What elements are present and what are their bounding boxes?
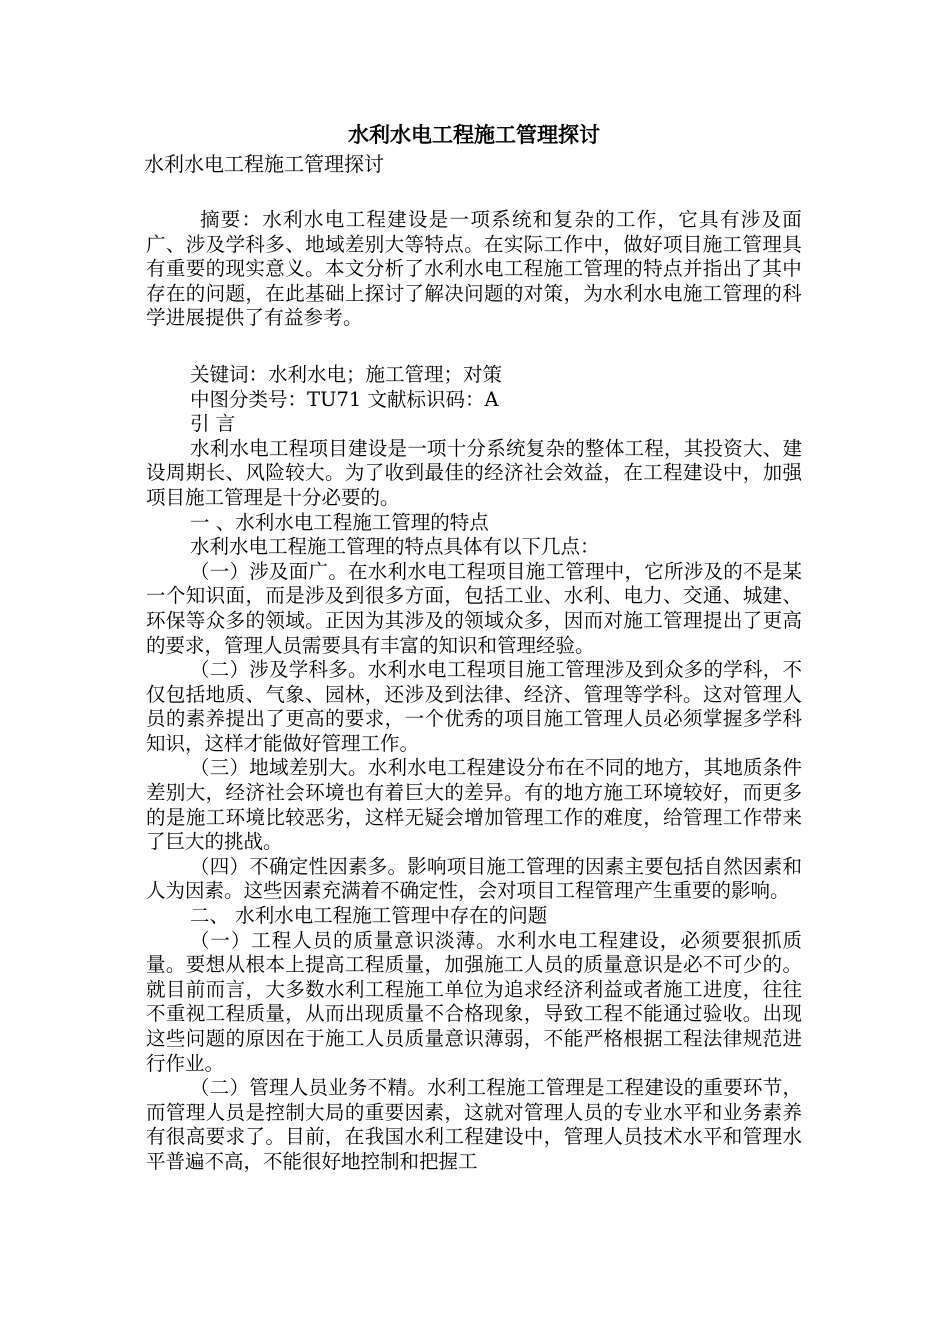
classification-line: 中图分类号：TU71 文献标识码：A — [190, 387, 499, 411]
paragraph-gap — [146, 331, 802, 363]
section-1-item-1: （一）涉及面广。在水利水电工程项目施工管理中，它所涉及的不是某一个知识面，而是涉及到很多方面，包括工业、水利、电力、交通、城建、环保等众多的领域。正因为其涉及的领域众多，因而对施工管理提出了更高的要求，管理人员需要具有丰富的知识和管理经验。 — [146, 559, 802, 657]
document-subtitle: 水利水电工程施工管理探讨 — [144, 152, 384, 176]
abstract-paragraph: 摘要：水利水电工程建设是一项系统和复杂的工作，它具有涉及面广、涉及学科多、地域差别大等特点。在实际工作中，做好项目施工管理具有重要的现实意义。本文分析了水利水电工程施工管理的特点并指出了其中存在的问题，在此基础上探讨了解决问题的对策，为水利水电施工管理的科学进展提供了有益参考。 — [146, 208, 802, 330]
document-page — [146, 120, 802, 1175]
intro-heading: 引 言 — [190, 412, 236, 436]
section-2-item-1: （一）工程人员的质量意识淡薄。水利水电工程建设，必须要狠抓质量。要想从根本上提高工程质量，加强施工人员的质量意识是必不可少的。就目前而言，大多数水利工程施工单位为追求经济利益或者施工进度，往往不重视工程质量，从而出现质量不合格现象，导致工程不能通过验收。出现这些问题的原因在于施工人员质量意识薄弱，不能严格根据工程法律规范进行作业。 — [146, 928, 802, 1075]
keywords-line: 关键词：水利水电；施工管理；对策 — [190, 362, 503, 386]
section-1-item-4: （四）不确定性因素多。影响项目施工管理的因素主要包括自然因素和人为因素。这些因素充满着不确定性，会对项目工程管理产生重要的影响。 — [146, 854, 802, 903]
section-2-item-2: （二）管理人员业务不精。水利工程施工管理是工程建设的重要环节，而管理人员是控制大局的重要因素，这就对管理人员的专业水平和业务素养有很高要求了。目前，在我国水利工程建设中，管理人员技术水平和管理水平普遍不高，不能很好地控制和把握工 — [146, 1076, 802, 1173]
section-1-item-2: （二）涉及学科多。水利水电工程项目施工管理涉及到众多的学科，不仅包括地质、气象、园林，还涉及到法律、经济、管理等学科。这对管理人员的素养提出了更高的要求，一个优秀的项目施工管理人员必须掌握多学科知识，这样才能做好管理工作。 — [146, 658, 802, 755]
section-1-heading: 一 、水利水电工程施工管理的特点 — [190, 510, 489, 534]
intro-paragraph: 水利水电工程项目建设是一项十分系统复杂的整体工程，其投资大、建设周期长、风险较大。为了收到最佳的经济社会效益，在工程建设中，加强项目施工管理是十分必要的。 — [146, 436, 802, 509]
document-title: 水利水电工程施工管理探讨 — [348, 122, 600, 147]
section-1-item-3: （三）地域差别大。水利水电工程建设分布在不同的地方，其地质条件差别大，经济社会环境也有着巨大的差异。有的地方施工环境较好，而更多的是施工环境比较恶劣，这样无疑会增加管理工作的难度，给管理工作带来了巨大的挑战。 — [146, 756, 802, 854]
section-2-heading: 二、 水利水电工程施工管理中存在的问题 — [190, 904, 548, 928]
section-1-intro: 水利水电工程施工管理的特点具体有以下几点： — [190, 535, 600, 559]
